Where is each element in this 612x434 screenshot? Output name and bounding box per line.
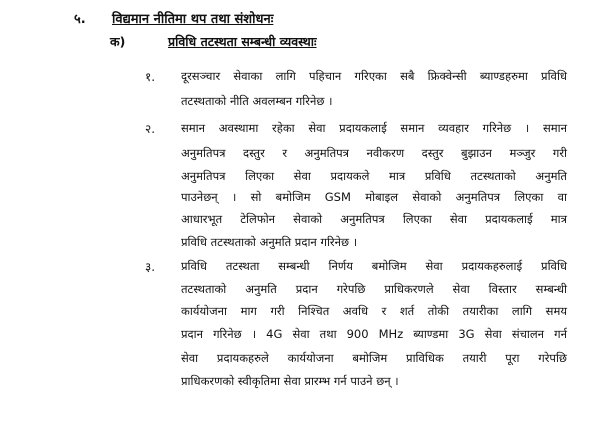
item-line: सेवा प्रदायकहरुले कार्ययोजना बमोजिम प्राविधिक तयारी पूरा गरेपछि (181, 351, 567, 365)
item-line: अनुमतिपत्र लिएका सेवा प्रदायकले मात्र प्रविधि तटस्थताको अनुमति (181, 169, 567, 183)
section-number: ५. (74, 12, 86, 27)
item-line: प्रदान गरिनेछ । 4G सेवा तथा 900 MHz ब्याण्डमा 3G सेवा संचालन गर्न (181, 327, 567, 341)
item-line: आधारभूत टेलिफोन सेवाको अनुमतिपत्र लिएका सेवा प्रदायकलाई मात्र (181, 212, 567, 226)
section-title: विद्यमान नीतिमा थप तथा संशोधनः (112, 12, 274, 27)
item-line: अनुमतिपत्र दस्तुर र अनुमतिपत्र नवीकरण दस्तुर बुझाउन मञ्जुर गरी (181, 146, 567, 160)
item-line: तटस्थताको अनुमति प्रदान गरेपछि प्राधिकरणले सेवा विस्तार सम्बन्धी (181, 282, 567, 296)
subsection-number: क) (110, 34, 126, 49)
item-number: ३. (145, 260, 156, 274)
item-line: तटस्थताको नीति अवलम्बन गरिनेछ । (181, 94, 333, 108)
item-line: कार्ययोजना माग गरी निश्चित अवधि र शर्त तोकी तयारीका लागि समय (181, 304, 567, 318)
item-line: पाउनेछन् । सो बमोजिम GSM मोबाइल सेवाको अनुमतिपत्र लिएका वा (181, 190, 567, 204)
subsection-title: प्रविधि तटस्थता सम्बन्धी व्यवस्थाः (168, 34, 317, 49)
item-number: १. (145, 70, 156, 84)
item-line: प्रविधि तटस्थताको अनुमति प्रदान गरिनेछ । (181, 235, 358, 249)
item-line: प्रविधि तटस्थता सम्बन्धी निर्णय बमोजिम सेवा प्रदायकहरुलाई प्रविधि (181, 259, 567, 273)
item-line: दूरसञ्चार सेवाका लागि पहिचान गरिएका सबै फ्रिक्वेन्सी ब्याण्डहरुमा प्रविधि (181, 69, 567, 83)
item-number: २. (145, 122, 156, 136)
item-line: प्राधिकरणको स्वीकृतिमा सेवा प्रारम्भ गर्न पाउने छन् । (181, 374, 399, 388)
item-line: समान अवस्थामा रहेका सेवा प्रदायकलाई समान व्यवहार गरिनेछ । समान (181, 121, 567, 135)
